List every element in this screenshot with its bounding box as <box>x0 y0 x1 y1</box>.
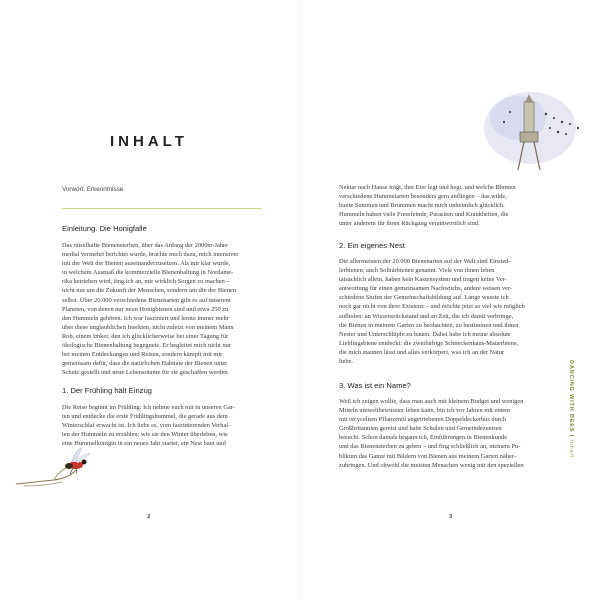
book-title: DANCING WITH BEES <box>568 360 574 433</box>
text-line: mit der Welt der Bienen auseinanderzusetzen. Als mir klar wurde, <box>62 260 231 268</box>
text-line: unter anderem für ihren Rückgang verantwortlich sind. <box>339 220 480 228</box>
text-line: medial vermehrt berichtet wurde, brachte mich dazu, mich intensiver <box>62 251 239 259</box>
text-line: Die allermeisten der 20.000 Bienenarten auf der Welt sind Einsied- <box>339 258 511 265</box>
page-number: 2 <box>147 513 151 520</box>
text-line: die mich staunen lässt und alles verkörpert, was ich an der Natur <box>339 348 505 356</box>
toc-heading-fruehling[interactable]: 1. Der Frühling hält Einzug <box>62 386 152 395</box>
text-line: liebe. <box>339 358 354 366</box>
text-line: Nester und Unterschlüpfe zu bauen. Dabei habe ich meine absolute <box>339 330 511 338</box>
text-line: Das rätselhafte Bienensterben, über das Anfang der 2000er-Jahre <box>62 242 228 249</box>
page-number: 3 <box>449 513 453 520</box>
separator: | <box>568 432 574 440</box>
text-line: Großbritannien gereist und habe Schulen und Gemeindezentren <box>339 425 502 433</box>
text-line: ökologische Bienenhaltung begegnete. Er begleitet mich nicht nur <box>62 342 231 350</box>
text-line: mit recyceltem Pflanzenöl angetriebenen Doppeldeckerbus durch <box>339 416 506 424</box>
text-line: und das Bienensterben zu geben – und fing schließlich an, meinem Pu- <box>339 443 521 451</box>
text-line: bunte Summen und Brummen macht mich unheimlich glücklich. <box>339 202 505 210</box>
text-line: Schutz gestellt und neue Lebensräume für sie geschaffen werden. <box>62 369 230 377</box>
text-line: besucht. Schon damals begann ich, Einführungen in Bienenkunde <box>339 434 508 442</box>
text-line: schiedene Stufen der Gemeinschaftsbildung auf. Lange wusste ich <box>339 294 509 302</box>
text-line: rika betrieben wird, fing ich an, mir wirklich Sorgen zu machen – <box>62 278 230 286</box>
text-line: Lieblingsbiene entdeckt: die zweifarbige Schneckenhaus-Mauerbiene, <box>339 339 519 347</box>
section-nest-text <box>339 257 551 366</box>
bee-nest-tube-illustration <box>480 88 595 178</box>
text-line: Die Reise beginnt im Frühling: Ich nehme euch mit in unseren Gar- <box>62 404 235 411</box>
text-line: Planeten, von denen nur neun Honigbienen sind und etwa 250 zu <box>62 305 229 313</box>
text-line: bei meinen Entdeckungen und Reisen, sondern kämpft mit mir <box>62 351 223 359</box>
chapter-label: Inhalt <box>568 439 574 458</box>
text-line: eine Hummelkönigin in ein neues Jahr startet, ein Nest baut und <box>62 440 226 448</box>
text-line: blikum das Ganze mit Bildern von Bienen aus meinem Garten näher- <box>339 452 516 460</box>
text-line: den Hummeln gehören. Ich war fasziniert und lernte immer mehr <box>62 314 229 322</box>
text-line: selbst. Über 20.000 verschiedene Bienenarten gibt es auf unserem <box>62 296 231 304</box>
text-line: über diese unglaublichen Insekten, nicht zuletzt von meinem Mann <box>62 323 234 331</box>
text-line: Nektar nach Hause trägt, ihre Eier legt und hegt, und welche Blumen <box>339 184 516 191</box>
toc-heading-nest[interactable]: 2. Ein eigenes Nest <box>339 241 405 250</box>
toc-entry-vorwort[interactable]: Vorwort. Erkenntnisse <box>62 186 124 193</box>
divider <box>62 208 262 209</box>
text-line: Mitteln umweltbewusster leben kann, bin ich vor Jahren mit einem <box>339 407 511 415</box>
right-page <box>300 0 600 600</box>
text-line: Weil ich zeigen wollte, dass man auch mit kleinem Budget und wenigen <box>339 398 524 405</box>
text-line: gemeinsam dafür, dass die natürlichen Habitate der Bienen unter <box>62 360 228 368</box>
text-line: Winterschlaf erwacht ist. Ich liebe es, vom faszinierenden Verhal- <box>62 422 231 430</box>
text-line: aufholen: an Wissensrückstand und an Zeit, die ich damit verbringe, <box>339 312 514 320</box>
text-line: verschiedene Hummelarten besonders gern anfliegen – das wilde, <box>339 193 507 201</box>
section-name-text <box>339 397 551 470</box>
toc-heading-name[interactable]: 3. Was ist ein Name? <box>339 381 411 390</box>
text-line: zubringen. Und obwohl die meisten Menschen wenig mit den speziellen <box>339 461 524 469</box>
text-line: nicht nur um die Zukunft der Menschen, sondern um die der Bienen <box>62 287 236 295</box>
text-line: antwortung für einen gemeinsamen Nachwuchs, andere weisen ver- <box>339 285 513 293</box>
text-line: Rob, einem Imker, den ich glücklicherweise bei einer Tagung für <box>62 332 229 340</box>
section-einleitung-text <box>62 241 262 377</box>
wasp-on-twig-illustration <box>14 442 94 492</box>
text-line: Hummeln haben viele Fressfeinde, Parasiten und Krankheiten, die <box>339 211 509 219</box>
text-line: die Bienen in meinem Garten zu beobachten, zu bestimmen und ihnen <box>339 321 519 329</box>
text-line: noch gar nicht von ihrer Existenz – und möchte jetzt so viel wie möglich <box>339 303 525 311</box>
text-line: lerbienen, auch Solitärbienen genannt. Viele von ihnen leben <box>339 267 495 275</box>
text-line: in welchem Ausmaß die kommerzielle Bienenhaltung in Nordame- <box>62 269 234 277</box>
text-line: ten und entdecke die erste Frühlingshummel, die gerade aus dem <box>62 413 228 421</box>
toc-heading-einleitung[interactable]: Einleitung. Die Honigfalle <box>62 224 147 233</box>
text-line: tatsächlich allein, haben kein Kastensystem und tragen keine Ver- <box>339 276 507 284</box>
page-title: INHALT <box>110 133 188 150</box>
running-header <box>568 360 574 458</box>
section-intro-text <box>339 183 551 228</box>
text-line: ten der Hummeln zu erzählen: wie sie den Winter überleben, wie <box>62 431 228 439</box>
